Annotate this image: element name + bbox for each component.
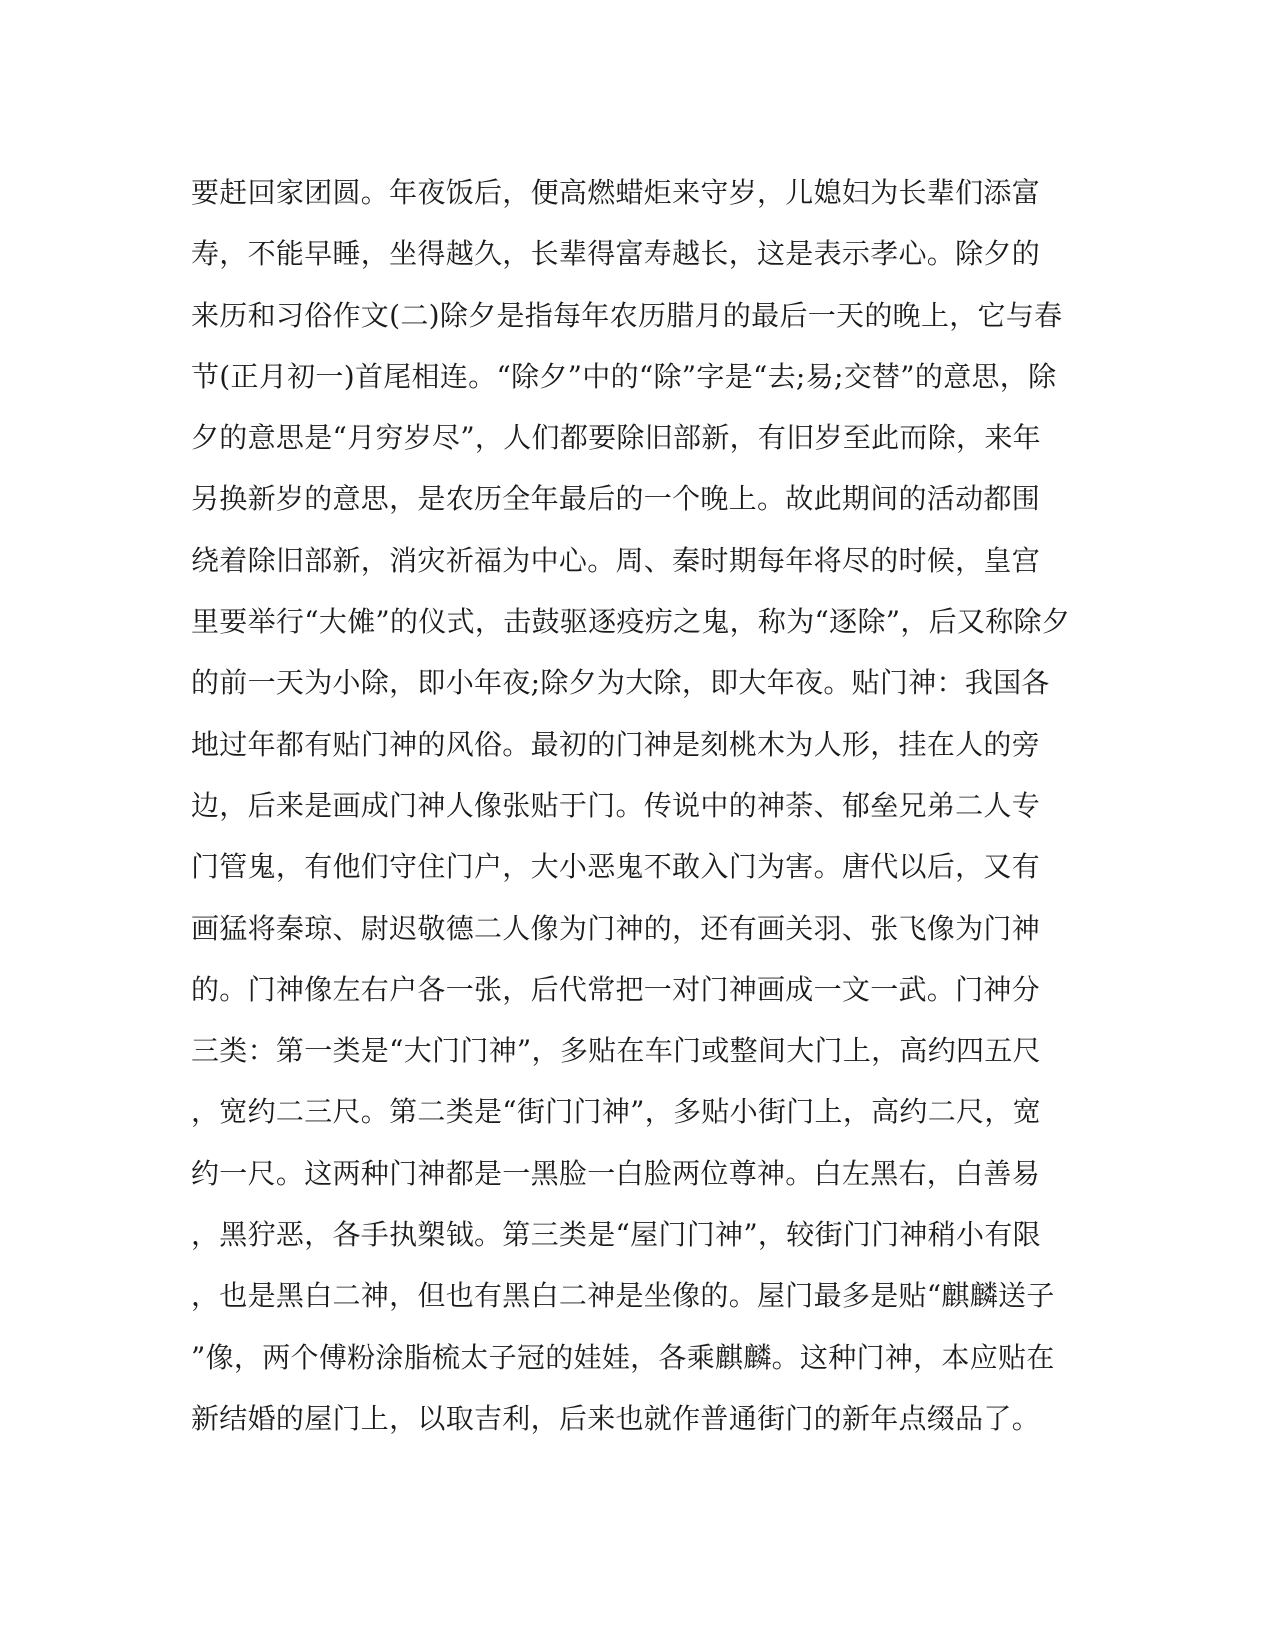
text-line: 三类：第一类是“大门门神”，多贴在车门或整间大门上，高约四五尺 bbox=[191, 1034, 1041, 1068]
text-line: 边，后来是画成门神人像张贴于门。传说中的神荼、郁垒兄弟二人专 bbox=[191, 788, 1041, 822]
text-line: 夕的意思是“月穷岁尽”，人们都要除旧部新，有旧岁至此而除，来年 bbox=[191, 421, 1041, 455]
text-line: 的。门神像左右户各一张，后代常把一对门神画成一文一武。门神分 bbox=[191, 972, 1041, 1006]
text-line: 约一尺。这两种门神都是一黑脸一白脸两位尊神。白左黑右，白善易 bbox=[191, 1156, 1041, 1190]
text-line: 地过年都有贴门神的风俗。最初的门神是刻桃木为人形，挂在人的旁 bbox=[191, 727, 1041, 761]
text-line: 绕着除旧部新，消灾祈福为中心。周、秦时期每年将尽的时候，皇宫 bbox=[191, 543, 1041, 577]
text-line: 门管鬼，有他们守住门户，大小恶鬼不敢入门为害。唐代以后，又有 bbox=[191, 850, 1041, 884]
text-line: 要赶回家团圆。年夜饭后，便高燃蜡炬来守岁，儿媳妇为长辈们添富 bbox=[191, 176, 1041, 209]
text-line: 节(正月初一)首尾相连。“除夕”中的“除”字是“去;易;交替”的意思，除 bbox=[191, 359, 1057, 393]
text-line: 新结婚的屋门上，以取吉利，后来也就作普通街门的新年点缀品了。 bbox=[191, 1401, 1041, 1435]
text-line: ，黑狞恶，各手执槊钺。第三类是“屋门门神”，较街门门神稍小有限 bbox=[191, 1218, 1041, 1252]
text-line: 的前一天为小除，即小年夜;除夕为大除，即大年夜。贴门神：我国各 bbox=[191, 666, 1050, 700]
body-text bbox=[191, 162, 1091, 1449]
text-line: 寿，不能早睡，坐得越久，长辈得富寿越长，这是表示孝心。除夕的 bbox=[191, 237, 1041, 271]
text-line: 另换新岁的意思，是农历全年最后的一个晚上。故此期间的活动都围 bbox=[191, 482, 1041, 516]
text-line: ，也是黑白二神，但也有黑白二神是坐像的。屋门最多是贴“麒麟送子 bbox=[191, 1279, 1055, 1313]
text-line: 来历和习俗作文(二)除夕是指每年农历腊月的最后一天的晚上，它与春 bbox=[191, 298, 1063, 332]
text-line: ”像，两个傅粉涂脂梳太子冠的娃娃，各乘麒麟。这种门神，本应贴在 bbox=[191, 1340, 1055, 1374]
text-line: 里要举行“大傩”的仪式，击鼓驱逐疫疠之鬼，称为“逐除”，后又称除夕 bbox=[191, 605, 1071, 639]
text-line: 画猛将秦琼、尉迟敬德二人像为门神的，还有画关羽、张飞像为门神 bbox=[191, 911, 1041, 945]
text-line: ，宽约二三尺。第二类是“街门门神”，多贴小街门上，高约二尺，宽 bbox=[191, 1095, 1041, 1129]
